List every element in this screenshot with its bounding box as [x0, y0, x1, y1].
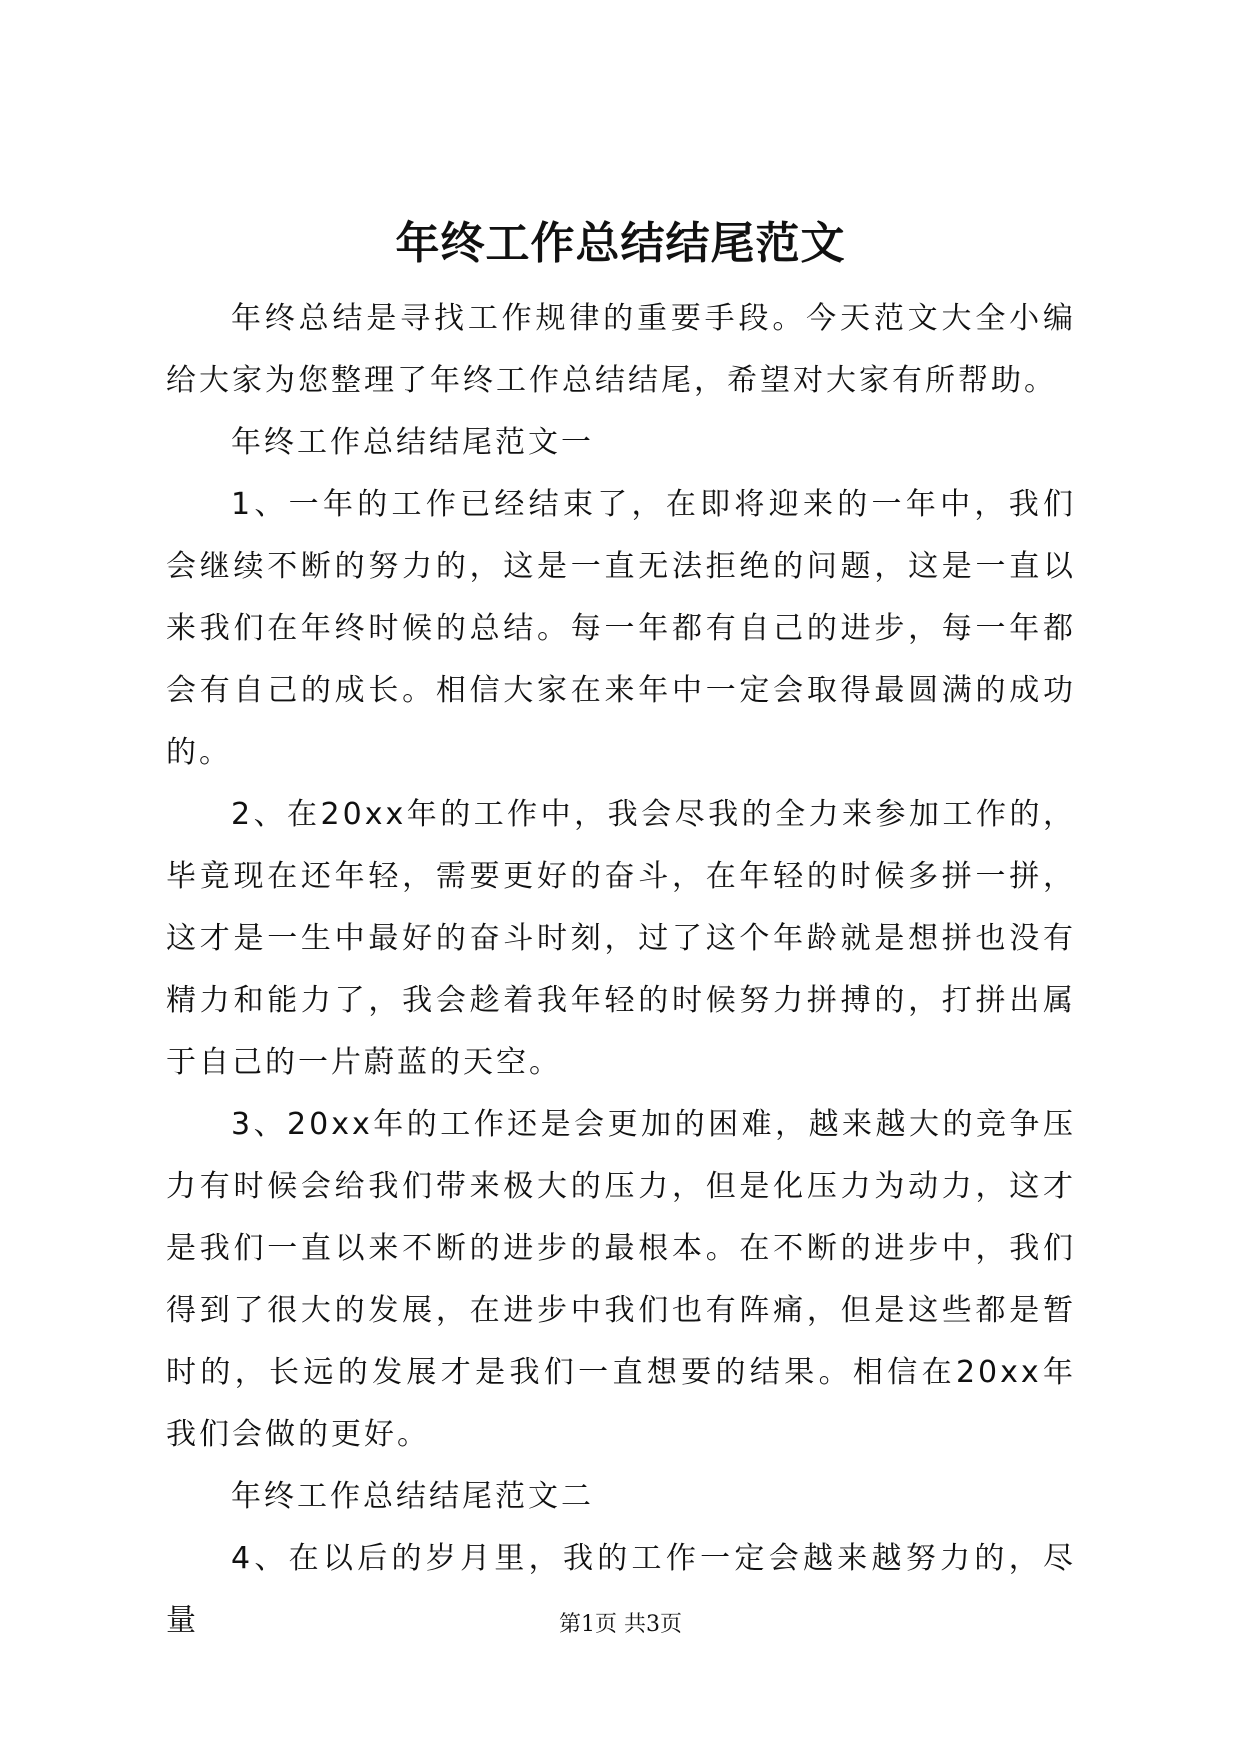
section-heading-2: 年终工作总结结尾范文二 — [231, 1479, 594, 1514]
paragraph-item-4: 4、在以后的岁月里，我的工作一定会越来越努力的，尽量 — [166, 1541, 1076, 1638]
document-title: 年终工作总结结尾范文 — [395, 218, 846, 269]
document-body — [166, 288, 1076, 1652]
paragraph-item-2: 2、在20xx年的工作中，我会尽我的全力来参加工作的，毕竟现在还年轻，需要更好的奋斗，在年轻的时候多拼一拼，这才是一生中最好的奋斗时刻，过了这个年龄就是想拼也没有精力和能力了，我会趁着我年轻的时候努力拼搏的，打拼出属于自己的一片蔚蓝的天空。 — [166, 797, 1076, 1080]
page-footer: 第1页 共3页 — [559, 1612, 682, 1637]
paragraph-item-1: 1、一年的工作已经结束了，在即将迎来的一年中，我们会继续不断的努力的，这是一直无法拒绝的问题，这是一直以来我们在年终时候的总结。每一年都有自己的进步，每一年都会有自己的成长。相信大家在来年中一定会取得最圆满的成功的。 — [166, 487, 1076, 770]
section-heading-1: 年终工作总结结尾范文一 — [231, 425, 594, 460]
intro-paragraph: 年终总结是寻找工作规律的重要手段。今天范文大全小编给大家为您整理了年终工作总结结尾，希望对大家有所帮助。 — [166, 301, 1076, 398]
paragraph-item-3: 3、20xx年的工作还是会更加的困难，越来越大的竞争压力有时候会给我们带来极大的压力，但是化压力为动力，这才是我们一直以来不断的进步的最根本。在不断的进步中，我们得到了很大的发展，在进步中我们也有阵痛，但是这些都是暂时的，长远的发展才是我们一直想要的结果。相信在20xx年我们会做的更好。 — [166, 1107, 1076, 1452]
